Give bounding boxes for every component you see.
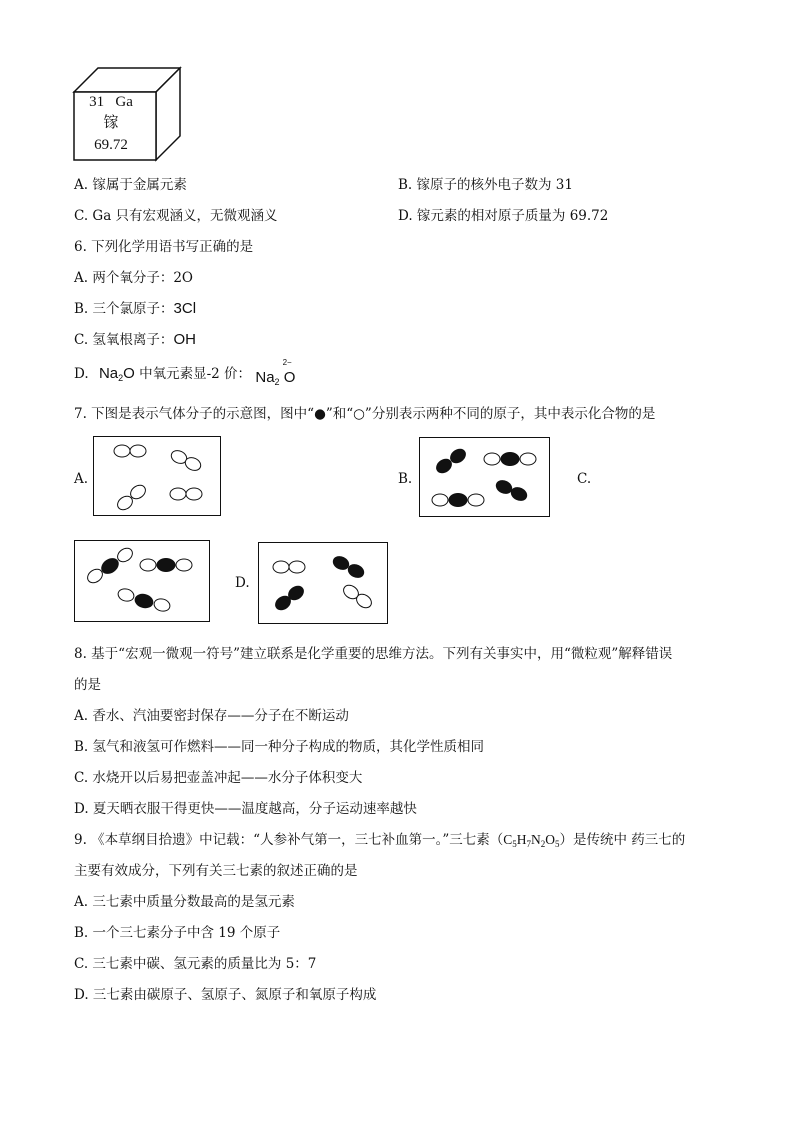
q7-diagram-d[interactable]: [258, 542, 388, 624]
q9-option-b[interactable]: B. 一个三七素分子中含 19 个原子: [74, 925, 281, 941]
q9-option-c[interactable]: C. 三七素中碳、氢元素的质量比为 5：7: [74, 956, 317, 972]
q8-option-b[interactable]: B. 氢气和液氢可作燃料——同一种分子构成的物质，其化学性质相同: [74, 739, 485, 755]
molecule-icon: [259, 543, 387, 623]
element-number-symbol: 31 Ga: [89, 94, 133, 110]
q9-stem-line1: 9. 《本草纲目拾遗》中记载：“人参补气第一，三七补血第一。”三七素$(C_5H_7N_2O_5)$是传统中 药三七的: [74, 832, 686, 849]
q8-stem-line1: 8. 基于“宏观一微观一符号”建立联系是化学重要的思维方法。下列有关事实中，用“微粒观”解释错误: [74, 646, 673, 662]
q9-option-d[interactable]: D. 三七素由碳原子、氢原子、氮原子和氧原子构成: [74, 987, 377, 1003]
q6-option-c[interactable]: C. 氢氧根离子：OH: [74, 331, 196, 348]
q6-option-b[interactable]: B. 三个氯原子：3Cl: [74, 300, 197, 317]
q7-label-b[interactable]: B.: [398, 471, 413, 487]
q6-stem: 6. 下列化学用语书写正确的是: [74, 239, 254, 255]
q8-option-a[interactable]: A. 香水、汽油要密封保存——分子在不断运动: [74, 708, 349, 724]
q5-option-c[interactable]: C. Ga 只有宏观涵义，无微观涵义: [74, 208, 278, 224]
q9-stem-line2: 主要有效成分，下列有关三七素的叙述正确的是: [74, 863, 358, 879]
q5-option-a[interactable]: A. 镓属于金属元素: [74, 177, 187, 193]
q8-stem-line2: 的是: [74, 677, 101, 693]
molecule-icon: [94, 437, 220, 515]
q7-label-c[interactable]: C.: [577, 471, 592, 487]
q8-option-c[interactable]: C. 水烧开以后易把壶盖冲起——水分子体积变大: [74, 770, 363, 786]
q7-label-d[interactable]: D.: [235, 575, 250, 591]
q8-option-d[interactable]: D. 夏天晒衣服干得更快——温度越高，分子运动速率越快: [74, 801, 417, 817]
q7-stem: 7. 下图是表示气体分子的示意图，图中“●”和“○”分别表示两种不同的原子，其中表示化合物的是: [74, 406, 656, 422]
q5-option-d[interactable]: D. 镓元素的相对原子质量为 69.72: [398, 208, 609, 224]
molecule-icon: [75, 541, 209, 621]
q7-diagram-c[interactable]: [74, 540, 210, 622]
q7-label-a[interactable]: A.: [74, 471, 89, 487]
q5-option-b[interactable]: B. 镓原子的核外电子数为 31: [398, 177, 573, 193]
element-name: 镓: [103, 115, 119, 131]
q6-option-a[interactable]: A. 两个氧分子：2O: [74, 270, 194, 286]
q7-diagram-a[interactable]: [93, 436, 221, 516]
q7-diagram-b[interactable]: [419, 437, 550, 517]
molecule-icon: [420, 438, 549, 516]
q6-option-d[interactable]: D. $Na_2O$ 中氧元素显-2 价： $Na_2$ 2− O: [74, 358, 296, 387]
q9-option-a[interactable]: A. 三七素中质量分数最高的是氢元素: [74, 894, 295, 910]
element-mass: 69.72: [94, 137, 128, 153]
